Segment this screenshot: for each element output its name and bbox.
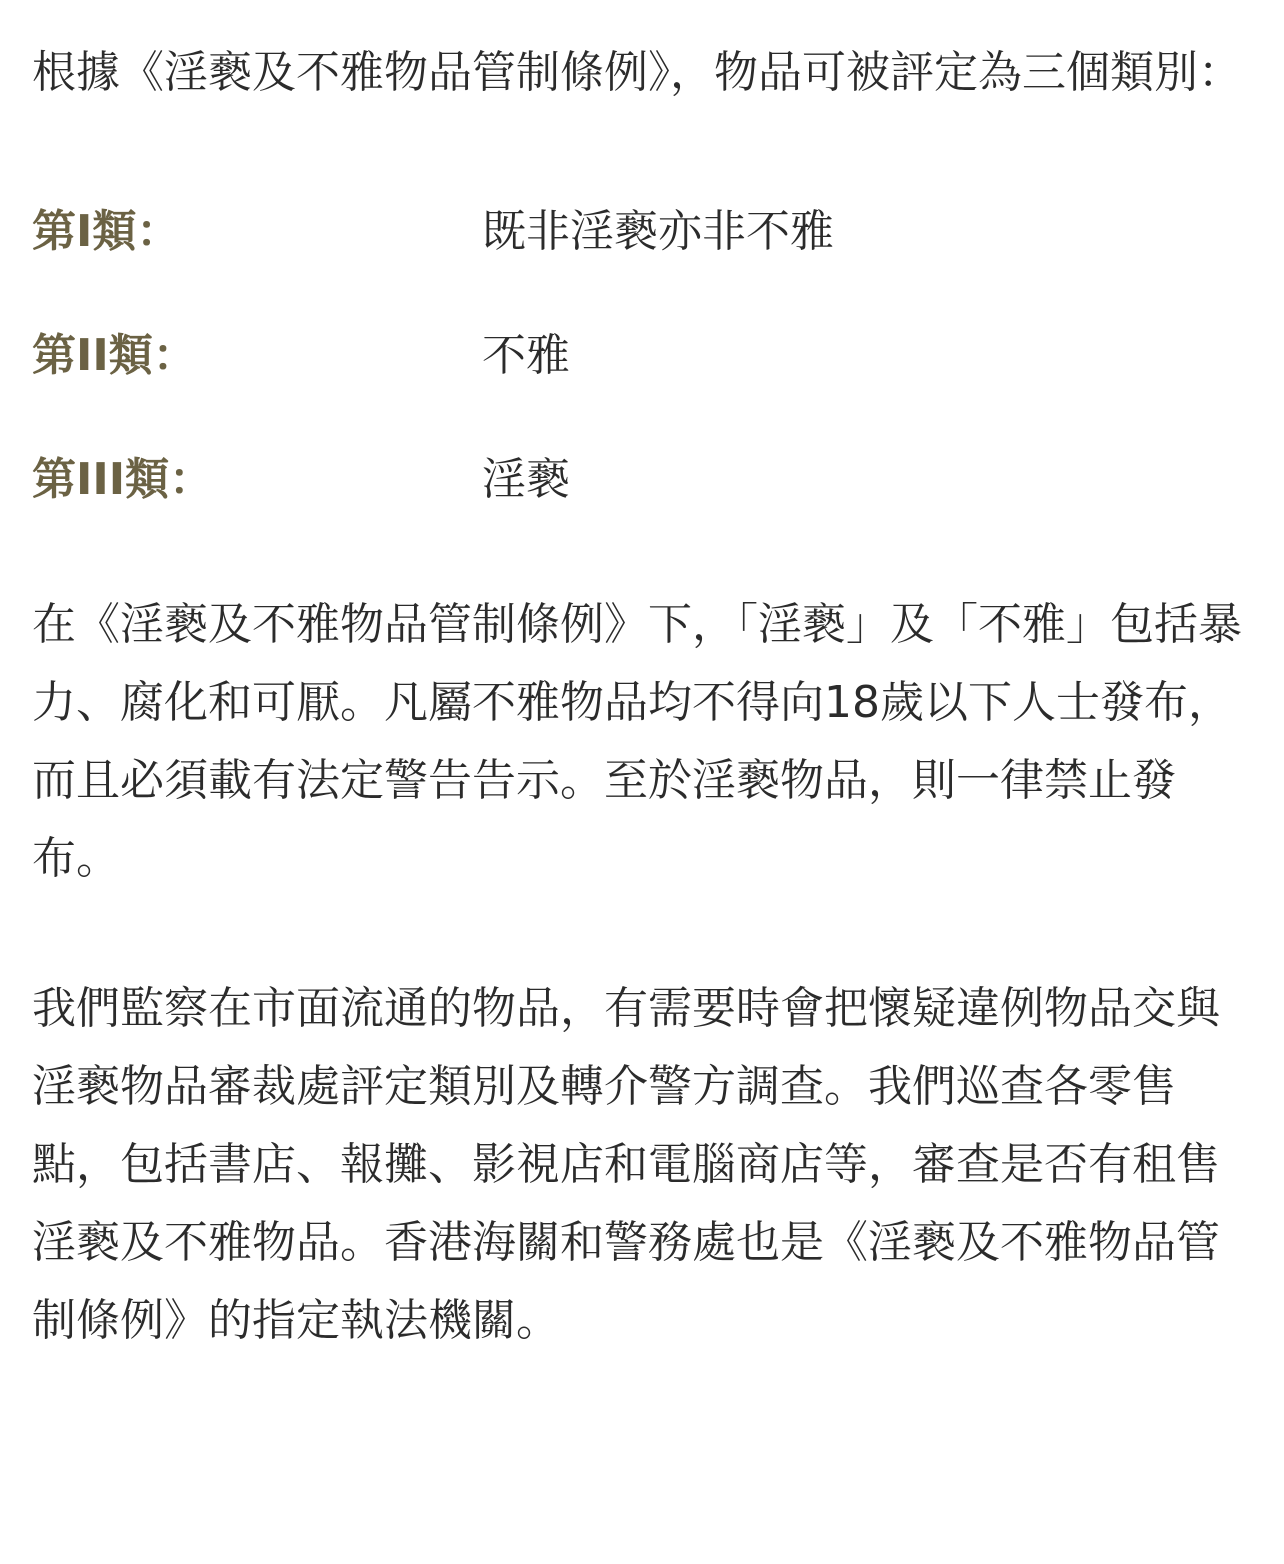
category-list xyxy=(32,194,1244,508)
category-row-3 xyxy=(32,442,1244,508)
category-label: 第I類： xyxy=(32,206,181,257)
enforcement-paragraph: 我們監察在市面流通的物品，有需要時會把懷疑違例物品交與淫褻物品審裁處評定類別及轉介警方調查。我們巡查各零售點，包括書店、報攤、影視店和電腦商店等，審查是否有租售淫褻及不雅物品。香港海關和警務處也是《淫褻及不雅物品管制條例》的指定執法機關。 xyxy=(32,983,1220,1346)
category-label: 第III類： xyxy=(32,454,214,505)
category-value: 淫褻 xyxy=(482,454,570,505)
category-value: 不雅 xyxy=(482,330,570,381)
category-row-2 xyxy=(32,318,1244,384)
category-label: 第II類： xyxy=(32,330,197,381)
category-value: 既非淫褻亦非不雅 xyxy=(482,206,834,257)
definition-paragraph: 在《淫褻及不雅物品管制條例》下，「淫褻」及「不雅」包括暴力、腐化和可厭。凡屬不雅物品均不得向18歲以下人士發布，而且必須載有法定警告告示。至於淫褻物品，則一律禁止發布。 xyxy=(32,599,1242,884)
category-row-1 xyxy=(32,194,1244,260)
intro-paragraph: 根據《淫褻及不雅物品管制條例》，物品可被評定為三個類別： xyxy=(32,47,1242,98)
